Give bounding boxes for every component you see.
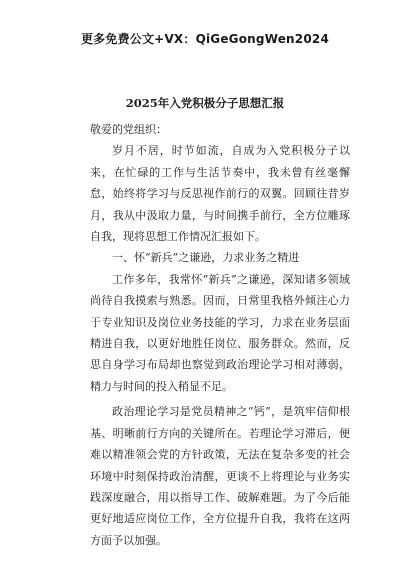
document-body <box>90 119 350 551</box>
body-paragraph: 岁月不居，时节如流，自成为入党积极分子以来，在忙碌的工作与生活节奏中，我未曾有丝毫懈怠，始终将学习与反思视作前行的双翼。回顾往昔岁月，我从中汲取力量，与时间携手前行，全方位雕琢自我，现将思想工作情况汇报如下。 <box>90 144 350 244</box>
section-heading: 一、怀“新兵”之谦逊，力求业务之精进 <box>112 251 300 265</box>
page-header: 更多免费公文+VX：QiGeGongWen2024 <box>80 32 329 46</box>
salutation: 敬爱的党组织： <box>90 123 167 136</box>
document-title: 2025年入党积极分子思想汇报 <box>125 96 285 110</box>
body-paragraph: 政治理论学习是党员精神之“钙”，是筑牢信仰根基、明晰前行方向的关键所在。若理论学习滞后，便难以精准领会党的方针政策，无法在复杂多变的社会环境中时刻保持政治清醒，更谈不上将理论与业务实践深度融合，用以指导工作、破解难题。为了今后能更好地适应岗位工作，全方位提升自我，我将在这两方面予以加强。 <box>90 405 350 547</box>
body-paragraph: 工作多年，我常怀“新兵”之谦逊，深知诸多领域尚待自我摸索与熟悉。因而，日常里我格外倾注心力于专业知识及岗位业务技能的学习，力求在业务层面精进自我，以更好地胜任岗位、服务群众。然而，反思自身学习布局却也察觉到政治理论学习相对薄弱，精力与时间的投入稍显不足。 <box>90 272 350 393</box>
